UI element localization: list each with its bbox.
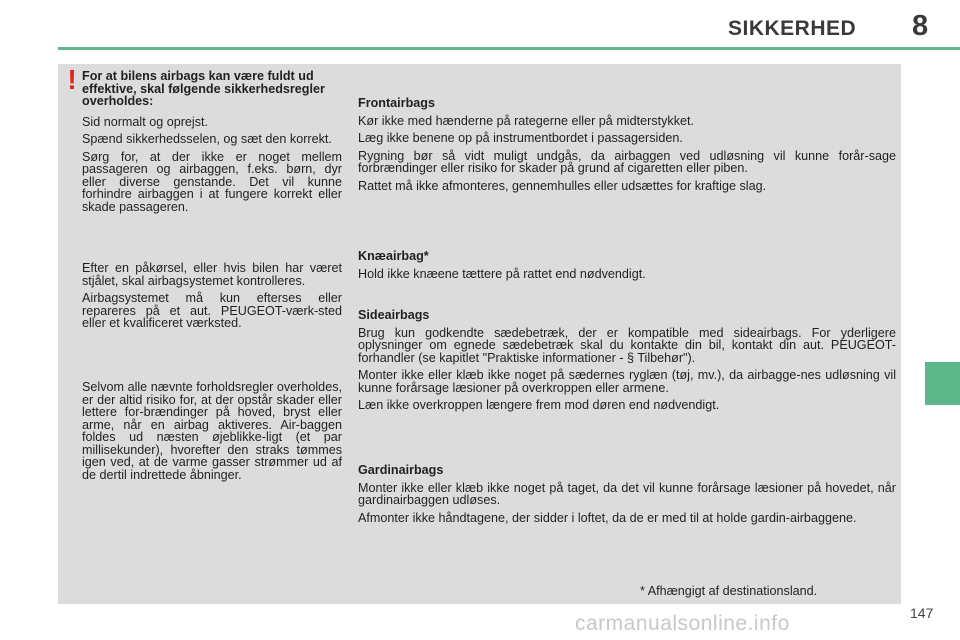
section-paragraph: Monter ikke eller klæb ikke noget på taget, da det vil kunne forårsage læsioner på hovedet, når gardinairbaggen udløses. [358, 480, 896, 507]
section-paragraph: Læn ikke overkroppen længere frem mod døren end nødvendigt. [358, 398, 720, 412]
footnote: * Afhængigt af destinationsland. [640, 584, 818, 598]
warning-paragraph: Spænd sikkerhedsselen, og sæt den korrekt. [82, 132, 332, 146]
section-paragraph: Hold ikke knæene tættere på rattet end nødvendigt. [358, 266, 646, 281]
section-paragraph: Rattet må ikke afmonteres, gennemhulles eller udsættes for kraftige slag. [358, 178, 767, 193]
warning-paragraph: Sid normalt og oprejst. [82, 114, 208, 129]
deployment-note: Selvom alle nævnte forholdsregler overholdes, er der altid risiko for, at der opstår skader eller lettere for-brændinger på hoved, bryst eller arme, når en airbag aktiveres. Air-baggen foldes ud næsten øjeblikke-ligt (et par millisekunder), hvorefter den straks tømmes igen ved, at de varme gasser strømmer ud af de dertil indrettede åbninger. [82, 380, 342, 482]
section-heading: Gardinairbags [358, 463, 444, 477]
section-frontairbags [358, 97, 896, 197]
warning-heading: For at bilens airbags kan være fuldt ud effektive, skal følgende sikkerhedsregler overholdes: [82, 69, 325, 108]
section-paragraph: Læg ikke benene op på instrumentbordet i passagersiden. [358, 131, 683, 145]
section-kneeairbag [358, 250, 896, 285]
after-collision-paragraph: Efter en påkørsel, eller hvis bilen har været stjålet, skal airbagsystemet kontrolleres. [82, 261, 342, 288]
warning-block [82, 70, 342, 218]
section-heading: Knæairbag* [358, 249, 429, 263]
page-number: 147 [910, 605, 934, 621]
section-paragraph: Rygning bør så vidt muligt undgås, da airbaggen ved udløsning vil kunne forår-sage forbrændinger eller risiko for skader på grund af cigaretten eller piben. [358, 148, 896, 175]
section-heading: Sideairbags [358, 308, 430, 322]
deployment-note-block [82, 381, 342, 486]
chapter-number: 8 [912, 10, 929, 42]
section-paragraph: Brug kun godkendte sædebetræk, der er kompatible med sideairbags. For yderligere oplysninger om egnede sædebetræk skal du kontakte din bil, kontakt din aut. PEUGEOT-forhandler (se kapitlet "Praktiske informationer - § Tilbehør"). [358, 325, 896, 365]
section-curtainairbags [358, 464, 896, 529]
section-paragraph: Monter ikke eller klæb ikke noget på sædernes ryglæn (tøj, mv.), da airbagge-nes udløsning vil kunne forårsage læsioner på overkroppen eller armene. [358, 368, 896, 395]
page-title: SIKKERHED [728, 17, 857, 40]
warning-paragraph: Sørg for, at der ikke er noget mellem passageren og airbaggen, f.eks. børn, dyr eller diverse genstande. Det vil kunne forhindre airbaggen i at fungere korrekt eller skade passageren. [82, 149, 342, 214]
watermark: carmanualsonline.info [575, 612, 790, 635]
section-heading: Frontairbags [358, 96, 435, 110]
after-collision-block [82, 262, 342, 335]
chapter-side-tab [925, 362, 960, 405]
section-paragraph: Kør ikke med hænderne på rategerne eller på midterstykket. [358, 113, 694, 128]
warning-exclamation-icon: ! [67, 64, 77, 95]
header-rule [58, 47, 960, 50]
after-collision-paragraph: Airbagsystemet må kun efterses eller repareres på et aut. PEUGEOT-værk-sted eller et kvalificeret værksted. [82, 291, 342, 330]
section-sideairbags [358, 309, 896, 417]
section-paragraph: Afmonter ikke håndtagene, der sidder i loftet, da de er med til at holde gardin-airbaggene. [358, 510, 857, 525]
